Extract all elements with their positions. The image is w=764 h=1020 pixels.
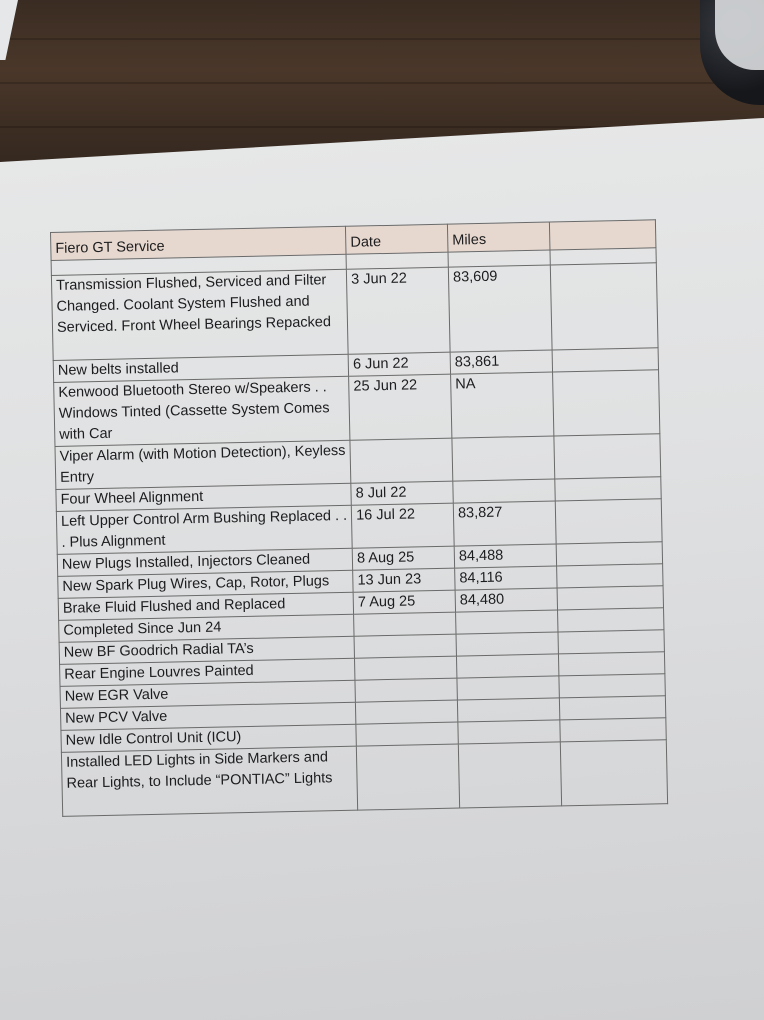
extra-cell: [556, 564, 663, 588]
extra-cell: [554, 434, 661, 479]
extra-cell: [557, 608, 664, 632]
miles-cell: 83,827: [453, 501, 556, 546]
table-row: [51, 263, 658, 361]
date-cell: [354, 612, 456, 636]
miles-cell: [457, 676, 559, 700]
service-cell: Viper Alarm (with Motion Detection), Keyless Entry: [55, 440, 351, 489]
header-service: Fiero GT Service: [51, 226, 347, 260]
extra-cell: [559, 696, 666, 720]
date-cell: 6 Jun 22: [348, 352, 450, 376]
date-cell: 16 Jul 22: [351, 503, 454, 548]
extra-cell: [560, 740, 667, 806]
date-cell: 7 Aug 25: [353, 590, 455, 614]
service-cell: Installed LED Lights in Side Markers and Rear Lights, to Include “PONTIAC” Lights: [61, 746, 357, 816]
date-cell: [356, 722, 458, 746]
date-cell: 25 Jun 22: [349, 374, 452, 440]
miles-cell: [457, 698, 559, 722]
miles-cell: 83,609: [448, 265, 552, 352]
date-cell: 8 Jul 22: [351, 481, 453, 505]
date-cell: [356, 700, 458, 724]
date-cell: [356, 744, 459, 810]
service-cell: Brake Fluid Flushed and Replaced: [58, 592, 354, 620]
miles-cell: [458, 720, 560, 744]
date-cell: [355, 678, 457, 702]
extra-cell: [558, 652, 665, 676]
miles-cell: [456, 610, 558, 634]
header-date: Date: [346, 224, 448, 254]
extra-cell: [556, 542, 663, 566]
service-cell: New belts installed: [53, 354, 349, 382]
extra-cell: [558, 630, 665, 654]
header-miles: Miles: [447, 222, 549, 252]
miles-cell: [456, 632, 558, 656]
date-cell: 13 Jun 23: [353, 568, 455, 592]
miles-cell: [453, 479, 555, 503]
extra-cell: [552, 348, 659, 372]
service-cell: New Idle Control Unit (ICU): [61, 724, 357, 752]
service-cell: Four Wheel Alignment: [56, 483, 352, 511]
miles-cell: [458, 742, 561, 808]
header-extra: [549, 220, 656, 250]
date-cell: [354, 634, 456, 658]
extra-cell: [559, 674, 666, 698]
extra-cell: [560, 718, 667, 742]
service-cell: New EGR Valve: [60, 680, 356, 708]
date-cell: [350, 438, 453, 483]
service-log-table: [50, 219, 668, 817]
extra-cell: [557, 586, 664, 610]
service-cell: Transmission Flushed, Serviced and Filter Changed. Coolant System Flushed and Serviced. Front Wheel Bearings Repacked: [51, 269, 348, 360]
service-cell: New BF Goodrich Radial TA’s: [59, 636, 355, 664]
extra-cell: [552, 370, 659, 436]
table-row: [61, 740, 667, 817]
miles-cell: [452, 436, 555, 481]
service-cell: Rear Engine Louvres Painted: [60, 658, 356, 686]
extra-cell: [555, 499, 662, 544]
service-cell: New Plugs Installed, Injectors Cleaned: [57, 548, 353, 576]
miles-cell: 84,480: [455, 588, 557, 612]
miles-cell: 83,861: [450, 350, 552, 374]
service-cell: Kenwood Bluetooth Stereo w/Speakers . . Windows Tinted (Cassette System Comes with Car: [54, 376, 350, 446]
service-cell: Completed Since Jun 24: [59, 614, 355, 642]
miles-cell: [456, 654, 558, 678]
extra-cell: [550, 263, 658, 350]
extra-cell: [555, 477, 662, 501]
service-cell: New PCV Valve: [60, 702, 356, 730]
miles-cell: 84,116: [455, 566, 557, 590]
service-log-sheet: [50, 219, 668, 828]
date-cell: 8 Aug 25: [352, 546, 454, 570]
miles-cell: NA: [451, 372, 554, 438]
date-cell: [355, 656, 457, 680]
miles-cell: 84,488: [454, 544, 556, 568]
date-cell: 3 Jun 22: [346, 267, 450, 354]
service-cell: New Spark Plug Wires, Cap, Rotor, Plugs: [58, 570, 354, 598]
service-cell: Left Upper Control Arm Bushing Replaced . . . Plus Alignment: [56, 505, 352, 554]
